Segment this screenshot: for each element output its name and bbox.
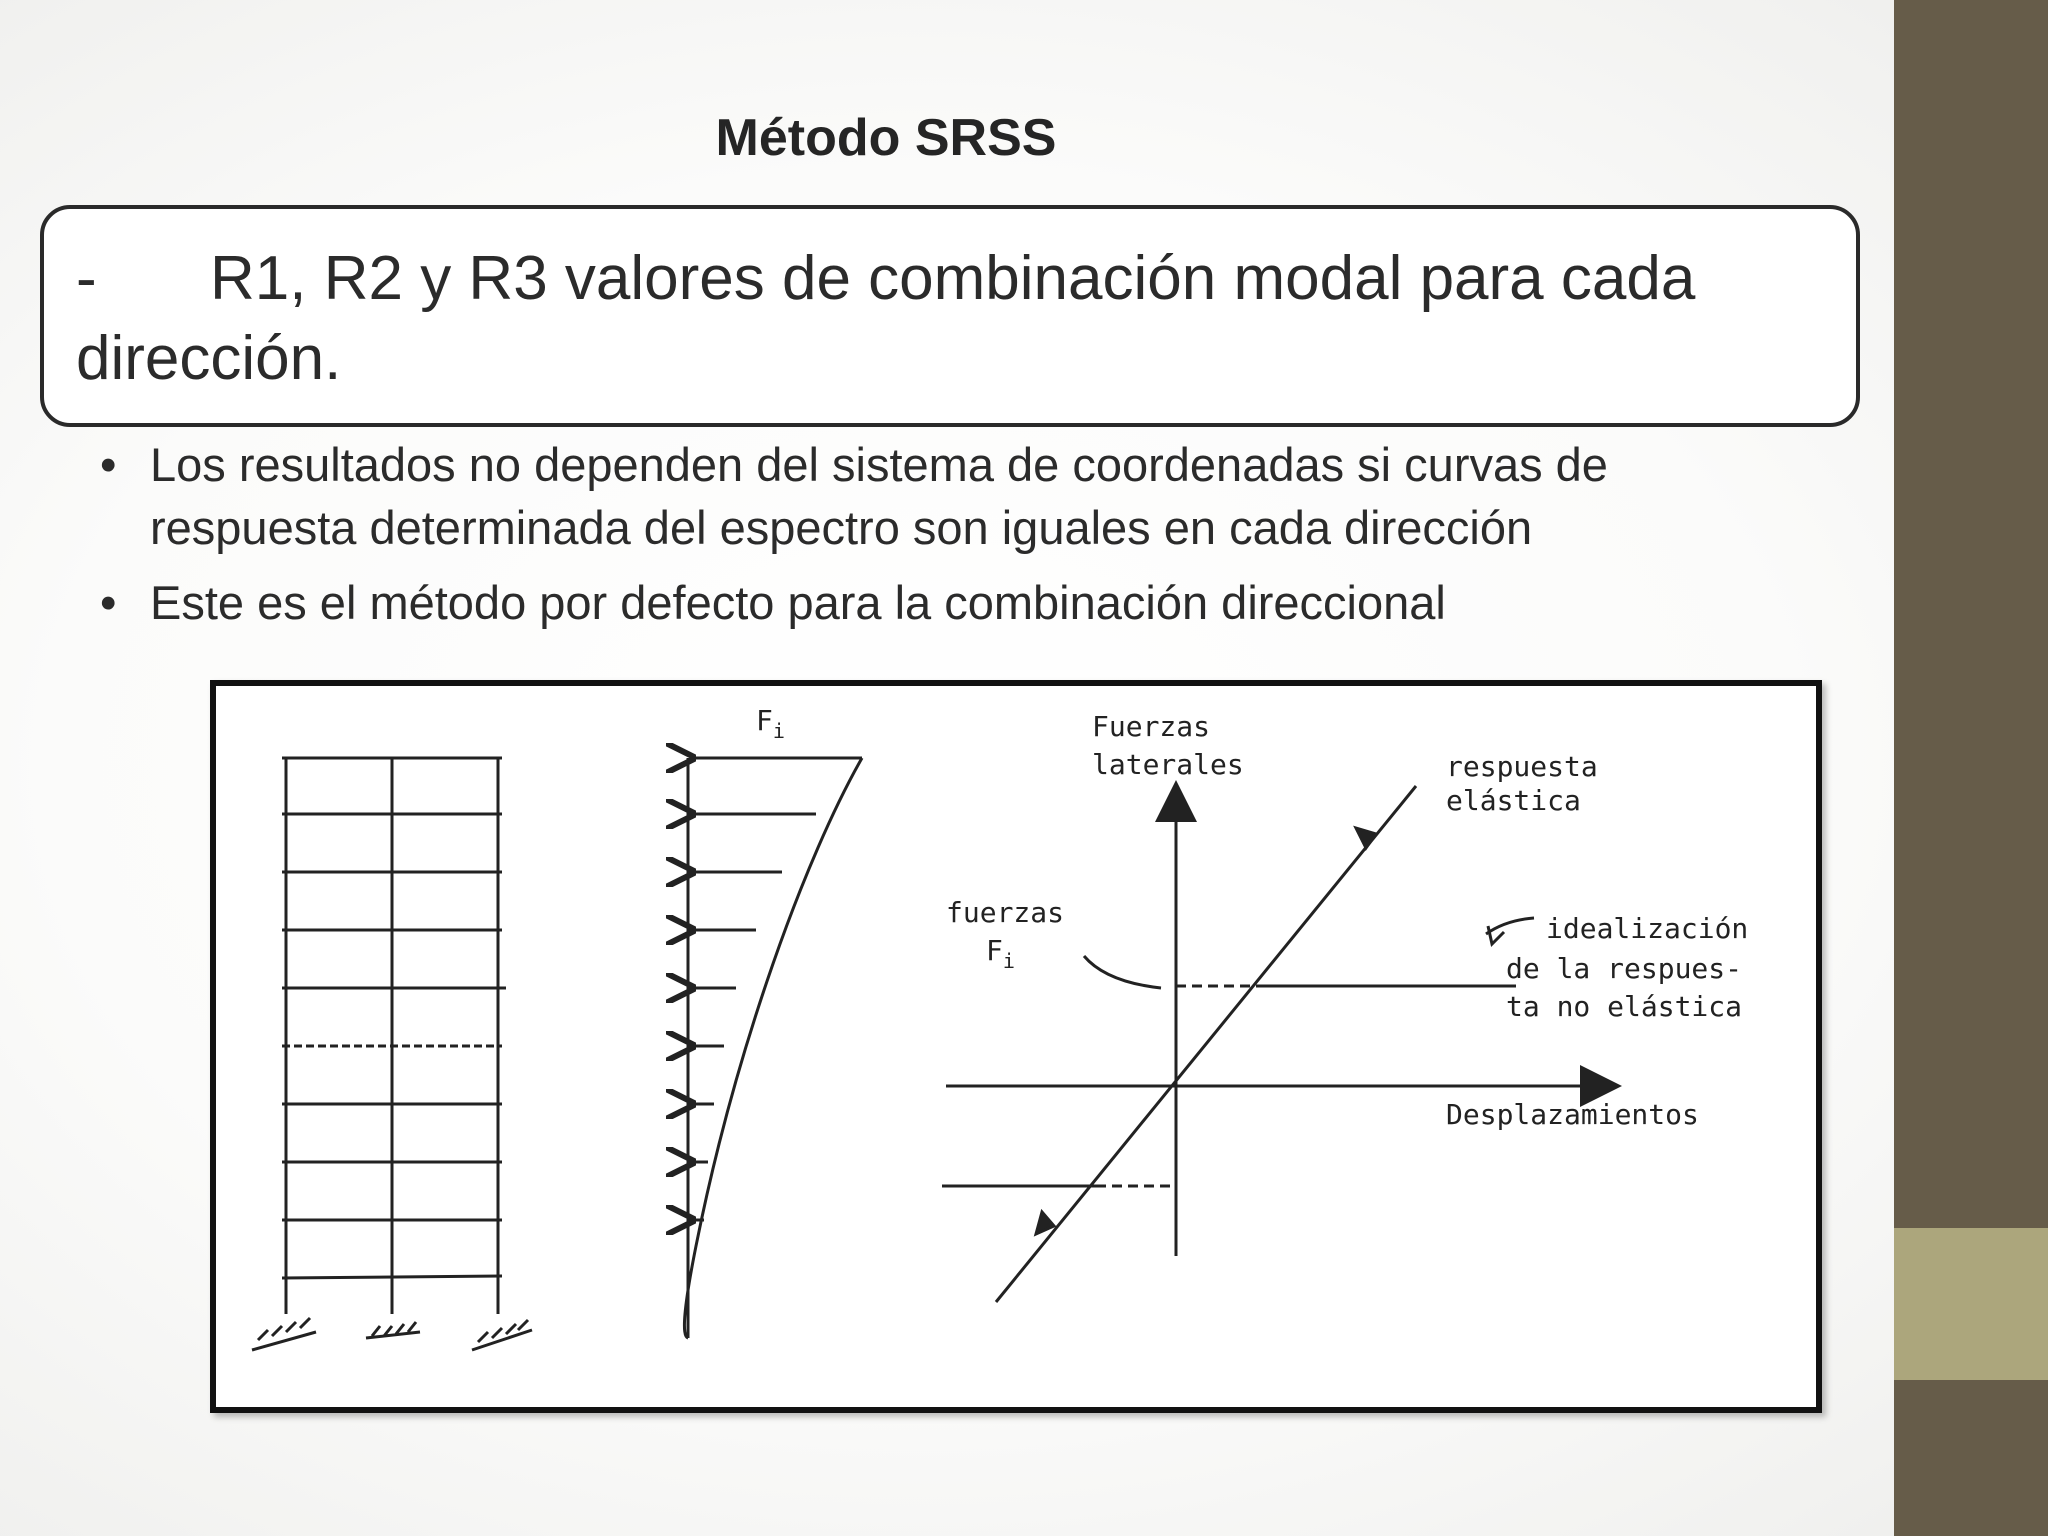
bullet-text: Este es el método por defecto para la combinación direccional	[150, 576, 1446, 629]
elastic-label-2: elástica	[1446, 784, 1581, 817]
ideal-label-3: ta no elástica	[1506, 990, 1743, 1023]
building-frame	[282, 758, 506, 1314]
x-axis-label: Desplazamientos	[1446, 1098, 1699, 1131]
y-axis-label-1: Fuerzas	[1092, 710, 1211, 743]
elastic-label-1: respuesta	[1446, 750, 1598, 783]
forces-label-2: $F_i$	[986, 934, 1015, 973]
bullet-text: Los resultados no dependen del sistema de coordenadas si curvas de respuesta determinada del espectro son iguales en cada dirección	[150, 438, 1608, 554]
bullet-icon: •	[100, 438, 117, 491]
diagram-svg	[216, 686, 1816, 1407]
bullet-item	[100, 433, 1800, 559]
callout-dash: -	[76, 244, 97, 313]
side-accent	[1894, 1228, 2048, 1380]
force-distribution	[684, 758, 862, 1338]
bullet-icon: •	[100, 576, 117, 629]
slide-title: Método SRSS	[715, 109, 1057, 167]
ideal-label-1: idealización	[1546, 912, 1749, 945]
callout-text: R1, R2 y R3 valores de combinación modal para cada dirección.	[76, 244, 1696, 393]
ideal-label-2: de la respues-	[1506, 952, 1743, 985]
bullet-item	[100, 571, 1800, 634]
y-axis-label-2: laterales	[1092, 748, 1244, 781]
forces-label-1: fuerzas	[946, 896, 1065, 929]
diagram-figure	[210, 680, 1822, 1413]
support-hatching	[252, 1318, 532, 1350]
response-graph	[942, 786, 1616, 1302]
bullet-list	[100, 433, 1800, 646]
force-label: $F_i$	[756, 704, 785, 743]
callout-box	[40, 205, 1860, 427]
